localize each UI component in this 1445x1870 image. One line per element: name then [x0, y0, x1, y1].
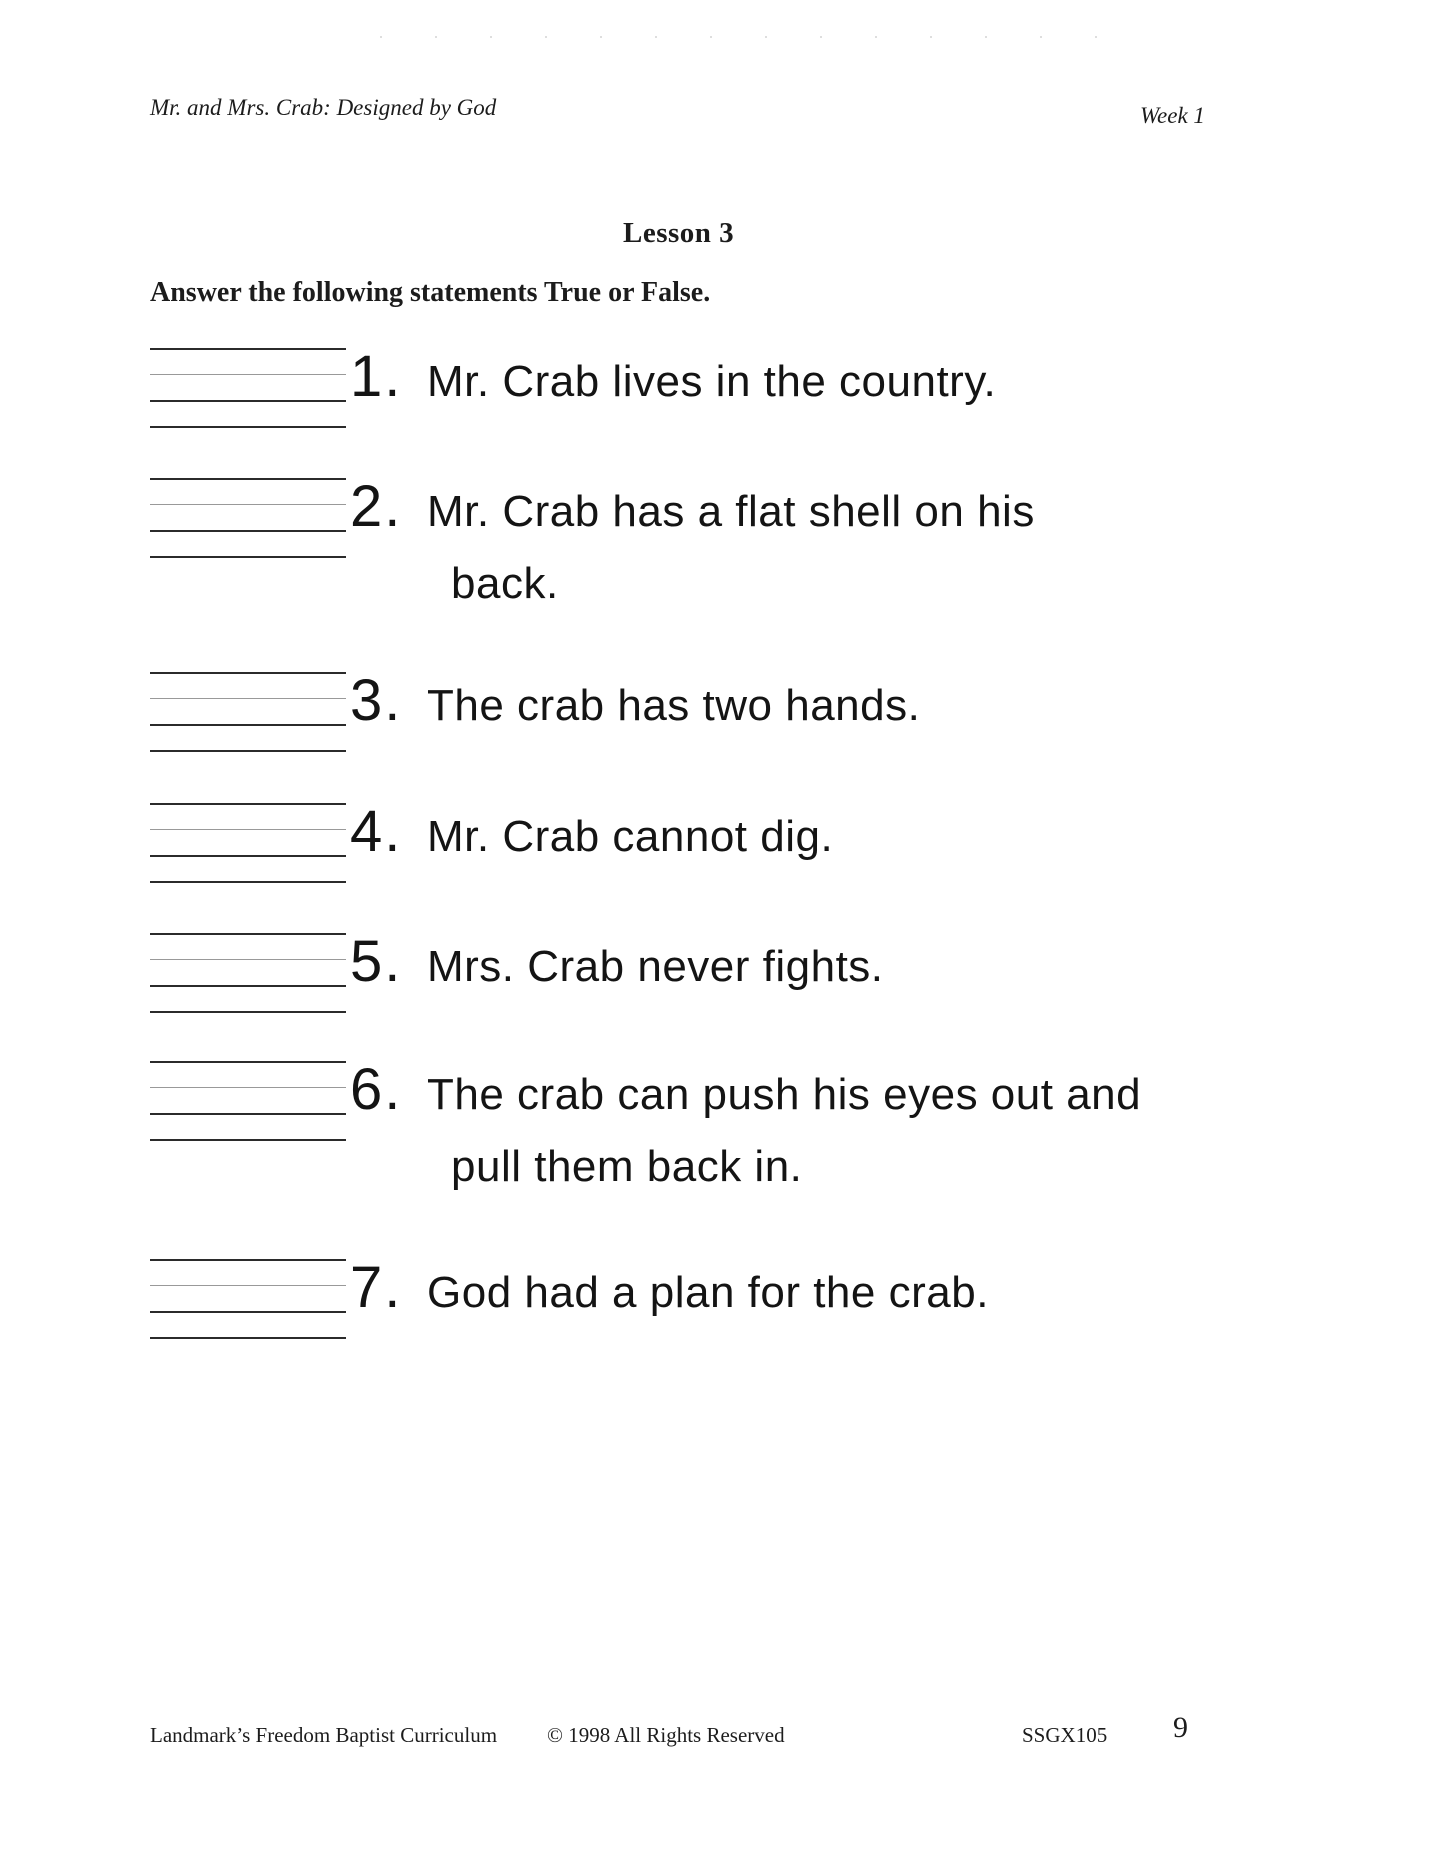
- statement-line-1: The crab can push his eyes out and: [427, 1070, 1142, 1119]
- footer-publisher: Landmark’s Freedom Baptist Curriculum: [150, 1723, 498, 1747]
- page-number: 9: [1173, 1711, 1188, 1744]
- instructions-text: Answer the following statements True or False.: [150, 277, 711, 308]
- statement-line-1: The crab has two hands.: [427, 681, 921, 730]
- guide-line: [150, 478, 346, 480]
- answer-blank-1[interactable]: [150, 348, 346, 430]
- worksheet-item: [150, 1057, 1380, 1211]
- item-number: 2.: [350, 474, 403, 539]
- scan-noise: [380, 36, 1100, 38]
- guide-line: [150, 672, 346, 674]
- guide-line: [150, 959, 346, 960]
- guide-line: [150, 1259, 346, 1261]
- statement-line-2: pull them back in.: [451, 1142, 803, 1191]
- answer-blank-6[interactable]: [150, 1061, 346, 1143]
- guide-line: [150, 698, 346, 699]
- statement-text: [427, 801, 833, 873]
- statement-line-1: Mr. Crab lives in the country.: [427, 357, 997, 406]
- statement-line-1: Mrs. Crab never fights.: [427, 942, 884, 991]
- item-number: 5.: [350, 929, 403, 994]
- guide-line: [150, 803, 346, 805]
- guide-line: [150, 530, 346, 532]
- statement-line-1: Mr. Crab has a flat shell on his: [427, 487, 1035, 536]
- guide-line: [150, 933, 346, 935]
- guide-line: [150, 1113, 346, 1115]
- answer-blank-4[interactable]: [150, 803, 346, 885]
- answer-blank-3[interactable]: [150, 672, 346, 754]
- guide-line: [150, 400, 346, 402]
- worksheet-item: [150, 668, 1380, 822]
- statement-text: [427, 1257, 989, 1329]
- statement-text: [427, 931, 884, 1003]
- guide-line: [150, 1285, 346, 1286]
- guide-line: [150, 1011, 346, 1013]
- book-title: Mr. and Mrs. Crab: Designed by God: [150, 95, 497, 120]
- statement-text: [427, 670, 920, 742]
- guide-line: [150, 1311, 346, 1313]
- item-number: 4.: [350, 799, 403, 864]
- footer-copyright: © 1998 All Rights Reserved: [547, 1723, 785, 1747]
- guide-line: [150, 348, 346, 350]
- statement-line-1: God had a plan for the crab.: [427, 1268, 989, 1317]
- guide-line: [150, 750, 346, 752]
- statement-line-2: back.: [451, 559, 559, 608]
- lesson-title: Lesson 3: [623, 217, 735, 249]
- guide-line: [150, 556, 346, 558]
- guide-line: [150, 504, 346, 505]
- week-label: Week 1: [1140, 103, 1205, 128]
- guide-line: [150, 1087, 346, 1088]
- guide-line: [150, 724, 346, 726]
- guide-line: [150, 426, 346, 428]
- answer-blank-5[interactable]: [150, 933, 346, 1015]
- item-number: 6.: [350, 1057, 403, 1122]
- guide-line: [150, 985, 346, 987]
- worksheet-item: [150, 1255, 1380, 1409]
- item-number: 1.: [350, 344, 403, 409]
- statement-line-1: Mr. Crab cannot dig.: [427, 812, 834, 861]
- worksheet-item: [150, 474, 1380, 628]
- guide-line: [150, 829, 346, 830]
- guide-line: [150, 374, 346, 375]
- statement-text: [427, 476, 1035, 620]
- guide-line: [150, 1061, 346, 1063]
- item-number: 3.: [350, 668, 403, 733]
- guide-line: [150, 1337, 346, 1339]
- answer-blank-2[interactable]: [150, 478, 346, 560]
- guide-line: [150, 881, 346, 883]
- footer-product-code: SSGX105: [1022, 1723, 1108, 1747]
- guide-line: [150, 1139, 346, 1141]
- guide-line: [150, 855, 346, 857]
- item-number: 7.: [350, 1255, 403, 1320]
- answer-blank-7[interactable]: [150, 1259, 346, 1341]
- statement-text: [427, 1059, 1141, 1203]
- statement-text: [427, 346, 996, 418]
